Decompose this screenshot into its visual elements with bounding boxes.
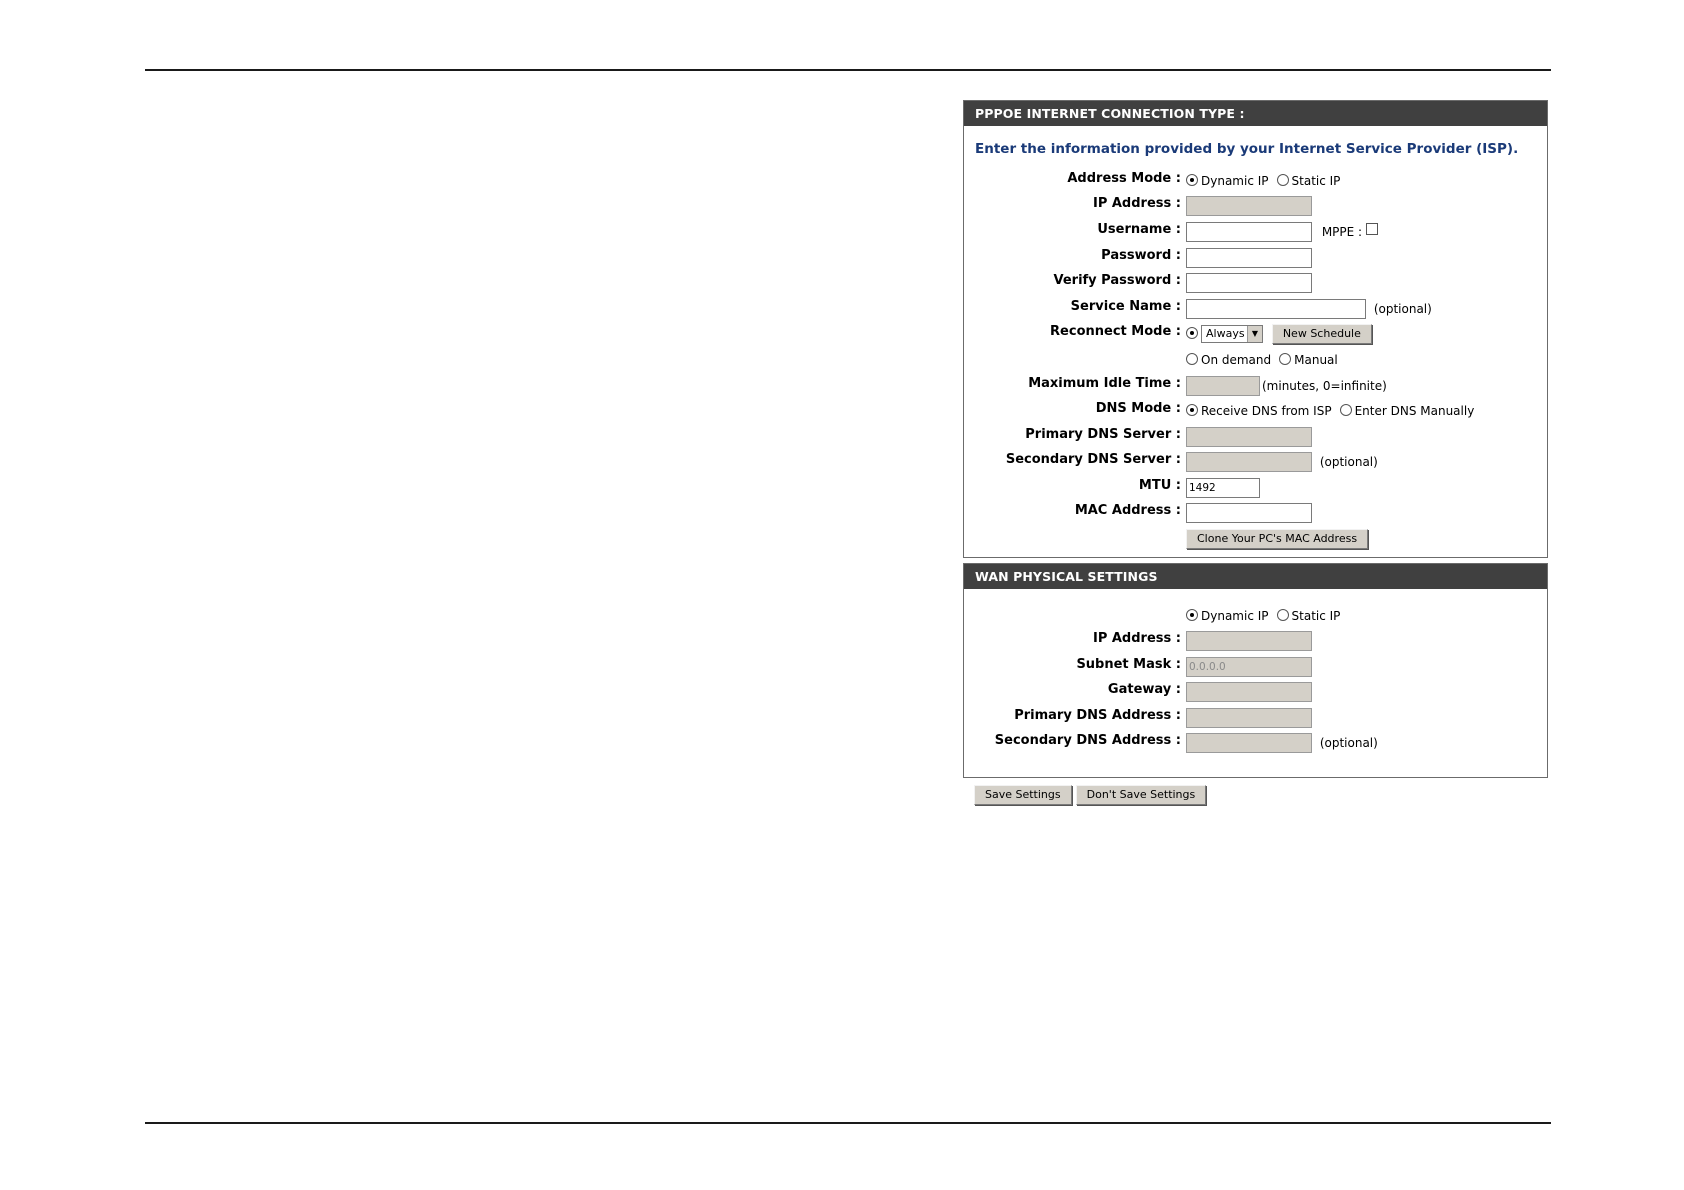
dont-save-settings-button[interactable]: Don't Save Settings: [1076, 785, 1207, 805]
reconnect-manual-radio[interactable]: [1279, 353, 1291, 365]
username-row: [964, 222, 1547, 244]
dns-manual-label: Enter DNS Manually: [1354, 404, 1475, 418]
reconnect-mode-label: Reconnect Mode :: [1050, 324, 1181, 340]
ip-address-label: IP Address :: [1093, 196, 1181, 212]
wan-panel: [963, 563, 1548, 778]
password-input[interactable]: [1186, 248, 1312, 268]
username-label: Username :: [1097, 222, 1181, 238]
max-idle-time-input[interactable]: [1186, 376, 1260, 396]
mac-address-input[interactable]: [1186, 503, 1312, 523]
username-input[interactable]: [1186, 222, 1312, 242]
primary-dns-label: Primary DNS Server :: [1025, 427, 1181, 443]
dns-receive-label: Receive DNS from ISP: [1201, 404, 1332, 418]
secondary-dns-label: Secondary DNS Server :: [1006, 452, 1181, 468]
address-mode-row: [964, 171, 1547, 193]
bottom-divider: [145, 1122, 1551, 1124]
wan-secondary-dns-row: [964, 733, 1547, 755]
save-settings-button[interactable]: Save Settings: [974, 785, 1072, 805]
wan-static-radio[interactable]: [1277, 609, 1289, 621]
pppoe-intro-text: Enter the information provided by your Internet Service Provider (ISP).: [975, 141, 1519, 157]
reconnect-schedule-select[interactable]: [1201, 325, 1263, 343]
wan-secondary-dns-optional-hint: (optional): [1319, 736, 1378, 750]
reconnect-manual-label: Manual: [1294, 353, 1338, 367]
wan-secondary-dns-input[interactable]: [1186, 733, 1312, 753]
pppoe-panel-title: PPPOE INTERNET CONNECTION TYPE :: [964, 101, 1547, 126]
wan-gateway-input[interactable]: [1186, 682, 1312, 702]
wan-gateway-row: [964, 682, 1547, 704]
verify-password-input[interactable]: [1186, 273, 1312, 293]
secondary-dns-input[interactable]: [1186, 452, 1312, 472]
wan-primary-dns-input[interactable]: [1186, 708, 1312, 728]
new-schedule-button[interactable]: New Schedule: [1272, 324, 1372, 344]
top-divider: [145, 69, 1551, 71]
clone-mac-button[interactable]: Clone Your PC's MAC Address: [1186, 529, 1368, 549]
address-mode-dynamic-label: Dynamic IP: [1201, 174, 1269, 188]
reconnect-schedule-value: Always: [1206, 327, 1245, 340]
mac-address-label: MAC Address :: [1075, 503, 1181, 519]
dns-manual-radio[interactable]: [1340, 404, 1352, 416]
ip-address-row: [964, 196, 1547, 218]
mtu-row: [964, 478, 1547, 500]
secondary-dns-optional-hint: (optional): [1319, 455, 1378, 469]
verify-password-row: [964, 273, 1547, 295]
reconnect-mode-row: [964, 324, 1547, 346]
service-name-label: Service Name :: [1071, 299, 1181, 315]
wan-ip-address-input[interactable]: [1186, 631, 1312, 651]
secondary-dns-row: [964, 452, 1547, 474]
primary-dns-row: [964, 427, 1547, 449]
mac-address-row: [964, 503, 1547, 525]
reconnect-options-row: [964, 350, 1547, 372]
dns-receive-radio[interactable]: [1186, 404, 1198, 416]
mtu-label: MTU :: [1139, 478, 1181, 494]
ip-address-input[interactable]: [1186, 196, 1312, 216]
wan-dynamic-radio[interactable]: [1186, 609, 1198, 621]
address-mode-label: Address Mode :: [1067, 171, 1181, 187]
reconnect-on-demand-radio[interactable]: [1186, 353, 1198, 365]
mppe-checkbox[interactable]: [1366, 223, 1378, 235]
chevron-down-icon: ▼: [1247, 326, 1262, 342]
reconnect-on-demand-label: On demand: [1201, 353, 1272, 367]
max-idle-time-hint: (minutes, 0=infinite): [1262, 379, 1387, 393]
primary-dns-input[interactable]: [1186, 427, 1312, 447]
password-label: Password :: [1101, 248, 1181, 264]
address-mode-static-label: Static IP: [1291, 174, 1341, 188]
max-idle-time-label: Maximum Idle Time :: [1028, 376, 1181, 392]
address-mode-static-radio[interactable]: [1277, 174, 1289, 186]
verify-password-label: Verify Password :: [1053, 273, 1181, 289]
wan-subnet-mask-label: Subnet Mask :: [1076, 657, 1181, 673]
wan-mode-row: [964, 606, 1547, 628]
wan-secondary-dns-label: Secondary DNS Address :: [995, 733, 1181, 749]
wan-primary-dns-label: Primary DNS Address :: [1014, 708, 1181, 724]
mtu-input[interactable]: 1492: [1186, 478, 1260, 498]
form-actions: [974, 785, 1210, 805]
pppoe-panel: [963, 100, 1548, 558]
wan-subnet-mask-input[interactable]: 0.0.0.0: [1186, 657, 1312, 677]
wan-ip-address-label: IP Address :: [1093, 631, 1181, 647]
dns-mode-label: DNS Mode :: [1096, 401, 1181, 417]
wan-ip-address-row: [964, 631, 1547, 653]
wan-panel-title: WAN PHYSICAL SETTINGS: [964, 564, 1547, 589]
dns-mode-row: [964, 401, 1547, 423]
mppe-label: MPPE :: [1321, 225, 1363, 239]
service-name-row: [964, 299, 1547, 321]
reconnect-always-radio[interactable]: [1186, 327, 1198, 339]
password-row: [964, 248, 1547, 270]
wan-dynamic-label: Dynamic IP: [1201, 609, 1269, 623]
wan-gateway-label: Gateway :: [1108, 682, 1181, 698]
address-mode-dynamic-radio[interactable]: [1186, 174, 1198, 186]
wan-subnet-mask-row: [964, 657, 1547, 679]
service-name-input[interactable]: [1186, 299, 1366, 319]
wan-primary-dns-row: [964, 708, 1547, 730]
clone-mac-row: [964, 529, 1547, 551]
max-idle-time-row: [964, 376, 1547, 398]
wan-static-label: Static IP: [1291, 609, 1341, 623]
service-name-optional-hint: (optional): [1373, 302, 1432, 316]
